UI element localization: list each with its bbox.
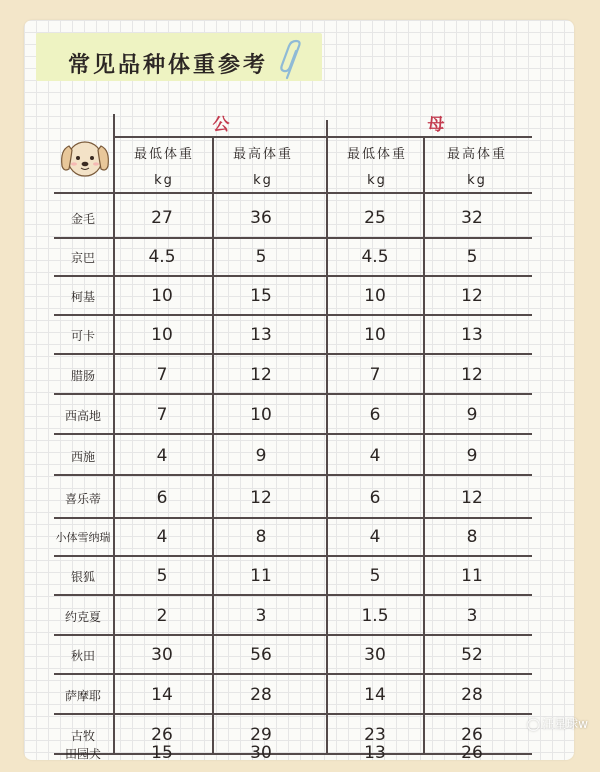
breed-name: 喜乐蒂 (64, 491, 101, 506)
row-divider (54, 353, 532, 355)
table-row (52, 396, 534, 434)
cell-male-min: 10 (151, 286, 173, 306)
cell-female-max: 28 (461, 685, 483, 705)
cell-female-max: 12 (461, 365, 483, 385)
table-row (52, 676, 534, 714)
cell-male-min: 5 (156, 566, 168, 586)
cell-female-min: 25 (364, 208, 386, 228)
female-min-header-text: 最低体重 (346, 147, 407, 162)
table-row (52, 277, 534, 315)
cell-female-min: 10 (364, 286, 386, 306)
cell-male-min: 4 (156, 446, 168, 466)
table-row (52, 557, 534, 595)
female-max-header (428, 142, 526, 194)
wechat-icon: ◯ (526, 717, 541, 731)
female-group-label: 母 (427, 115, 445, 135)
cell-female-max: 3 (466, 606, 478, 626)
table-row (52, 518, 534, 556)
female-min-header (328, 142, 426, 194)
male-max-header-text: 最高体重 (232, 147, 293, 162)
breed-name: 西施 (70, 449, 95, 464)
dog-face-icon (56, 136, 114, 182)
cell-male-max: 5 (255, 247, 267, 267)
cell-female-max: 26 (461, 743, 483, 763)
cell-female-max: 12 (461, 488, 483, 508)
cell-male-max: 8 (255, 527, 267, 547)
cell-female-max: 52 (461, 645, 483, 665)
male-max-header (214, 142, 312, 194)
row-divider (54, 433, 532, 435)
cell-female-min: 23 (364, 725, 386, 745)
cell-female-max: 13 (461, 325, 483, 345)
breed-name: 腊肠 (70, 368, 95, 383)
male-max-header-unit: kg (253, 173, 273, 188)
cell-male-min: 14 (151, 685, 173, 705)
cell-male-min: 4 (156, 527, 168, 547)
page-title: 常见品种体重参考 (68, 53, 269, 78)
cell-male-max: 29 (250, 725, 272, 745)
cell-male-min: 6 (156, 488, 168, 508)
cell-female-min: 30 (364, 645, 386, 665)
row-divider (54, 594, 532, 596)
table-row (52, 478, 534, 518)
header-rule (54, 192, 532, 194)
cell-male-max: 30 (250, 743, 272, 763)
cell-male-min: 7 (156, 405, 168, 425)
male-min-header (115, 142, 213, 194)
cell-female-max: 11 (461, 566, 483, 586)
breed-name: 银狐 (70, 569, 95, 584)
breed-name: 萨摩耶 (64, 688, 101, 703)
cell-female-max: 26 (461, 725, 483, 745)
cell-female-max: 9 (466, 446, 478, 466)
female-max-header-unit: kg (467, 173, 487, 188)
cell-male-max: 3 (255, 606, 267, 626)
cell-female-min: 6 (369, 405, 381, 425)
cell-male-min: 15 (151, 743, 173, 763)
cell-male-max: 9 (255, 446, 267, 466)
cell-female-max: 12 (461, 286, 483, 306)
cell-male-max: 15 (250, 286, 272, 306)
cell-female-min: 7 (369, 365, 381, 385)
table-row (52, 316, 534, 354)
cell-male-max: 56 (250, 645, 272, 665)
female-min-header-unit: kg (367, 173, 387, 188)
cell-male-min: 2 (156, 606, 168, 626)
cell-male-min: 10 (151, 325, 173, 345)
row-divider (54, 393, 532, 395)
table-row (52, 198, 534, 238)
group-underline (114, 136, 532, 138)
cell-male-max: 36 (250, 208, 272, 228)
row-divider (54, 474, 532, 476)
cell-male-min: 30 (151, 645, 173, 665)
breed-name: 京巴 (70, 250, 95, 265)
cell-male-max: 28 (250, 685, 272, 705)
male-min-header-text: 最低体重 (133, 147, 194, 162)
watermark-text: 汪星球w (542, 717, 588, 731)
cell-female-min: 10 (364, 325, 386, 345)
table-row (52, 437, 534, 475)
paperclip-icon (278, 38, 308, 86)
cell-female-min: 5 (369, 566, 381, 586)
table-row (52, 597, 534, 635)
breed-name: 金毛 (70, 211, 95, 226)
cell-female-min: 1.5 (361, 606, 389, 626)
breed-name: 西高地 (64, 408, 101, 423)
cell-female-min: 13 (364, 743, 386, 763)
male-group-label: 公 (212, 115, 230, 135)
cell-female-max: 9 (466, 405, 478, 425)
cell-female-max: 8 (466, 527, 478, 547)
breed-name: 柯基 (70, 289, 95, 304)
breed-name: 约克夏 (64, 609, 101, 624)
cell-male-min: 7 (156, 365, 168, 385)
cell-male-max: 10 (250, 405, 272, 425)
cell-female-min: 4 (369, 446, 381, 466)
male-min-header-unit: kg (154, 173, 174, 188)
female-max-header-text: 最高体重 (446, 147, 507, 162)
cell-female-min: 4 (369, 527, 381, 547)
cell-male-min: 4.5 (148, 247, 176, 267)
cell-male-max: 12 (250, 365, 272, 385)
cell-male-max: 11 (250, 566, 272, 586)
breed-name: 秋田 (70, 648, 95, 663)
cell-female-min: 14 (364, 685, 386, 705)
table-row (52, 734, 534, 772)
cell-female-max: 32 (461, 208, 483, 228)
table-row (52, 238, 534, 276)
cell-male-max: 13 (250, 325, 272, 345)
group-divider (326, 120, 328, 136)
cell-female-min: 4.5 (361, 247, 389, 267)
watermark (527, 715, 588, 732)
breed-name: 可卡 (70, 328, 95, 343)
row-divider (54, 673, 532, 675)
table-row (52, 356, 534, 394)
row-divider (54, 713, 532, 715)
cell-male-max: 12 (250, 488, 272, 508)
breed-name: 古牧 (70, 728, 95, 743)
breed-name: 小体雪纳瑞 (55, 531, 111, 544)
cell-female-min: 6 (369, 488, 381, 508)
breed-name: 田园犬 (64, 746, 101, 761)
cell-female-max: 5 (466, 247, 478, 267)
cell-male-min: 26 (151, 725, 173, 745)
cell-male-min: 27 (151, 208, 173, 228)
table-row (52, 636, 534, 674)
